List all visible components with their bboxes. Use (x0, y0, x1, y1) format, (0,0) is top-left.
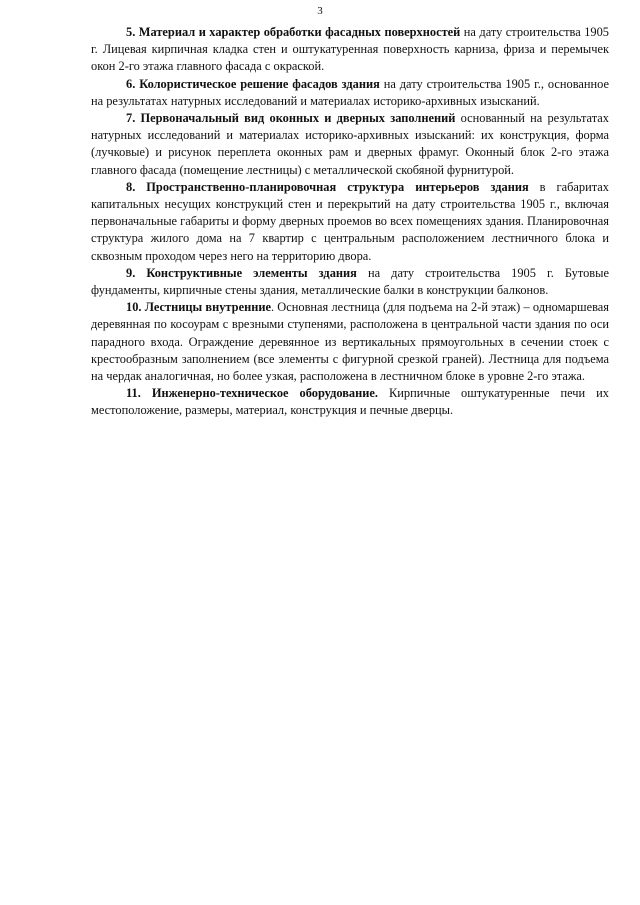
section-11 (91, 385, 609, 419)
section-text: основанный на результатах натурных исследований и материалах историко-архивных изысканий: их конструкция, форма (лучковые) и рисунок переплета оконных рам и дверных фрамуг. Оконный блок 2-го этажа главного фасада (помещение лестницы) с металлической скобяной фурнитурой. (91, 111, 609, 177)
section-6 (91, 76, 609, 110)
section-heading: Пространственно-планировочная структура интерьеров здания (146, 179, 529, 194)
section-heading: Колористическое решение фасадов здания (139, 76, 380, 91)
section-number: 11. (126, 386, 141, 401)
section-heading: Материал и характер обработки фасадных поверхностей (138, 25, 461, 39)
section-text: . Основная лестница (для подъема на 2-й этаж) – одномаршевая деревянная по косоурам с врезными ступенями, расположена в центральной части здания по оси парадного входа. Ограждение деревянное из вертикальных прямоугольных в сечении стоек с крестообразным заполнением (все элементы с фигурной срезкой граней). Лестница для подъема на чердак аналогичная, но более узкая, расположена в лестничном блоке в уровне 2-го этажа. (91, 300, 609, 384)
section-number: 9. (126, 265, 136, 280)
section-number: 6. (126, 76, 136, 91)
section-9 (91, 265, 609, 299)
section-text: на дату строительства 1905 г. Лицевая кирпичная кладка стен и оштукатуренная поверхность карниза, фриза и перемычек окон 2-го этажа главного фасада с окраской. (91, 25, 609, 74)
section-8 (91, 179, 609, 265)
section-number: 10. (126, 300, 142, 315)
page-number: 3 (317, 5, 323, 17)
section-heading: Инженерно-техническое оборудование. (151, 386, 379, 401)
section-number: 8. (126, 179, 136, 194)
section-7 (91, 110, 609, 179)
section-10 (91, 299, 609, 385)
section-5 (91, 24, 609, 76)
section-number: 5. (126, 25, 136, 39)
section-text: в габаритах капитальных несущих конструкций стен и перекрытий на дату строительства 1905 г., включая первоначальные габариты и форму дверных проемов во всех помещениях здания. Планировочная структура жилого дома на 7 квартир с центральным расположением лестничного блока и сквозным проходом через него на территорию двора. (91, 179, 609, 263)
section-number: 7. (126, 111, 136, 126)
section-heading: Первоначальный вид оконных и дверных заполнений (140, 111, 456, 126)
section-text: на дату строительства 1905 г., основанное на результатах натурных исследований и материалах историко-архивных изысканий. (91, 76, 609, 108)
section-text: на дату строительства 1905 г. Бутовые фундаменты, кирпичные стены здания, металлические балки в конструкции балконов. (91, 265, 609, 298)
section-heading: Конструктивные элементы здания (146, 265, 357, 280)
document-body (91, 24, 609, 420)
section-heading: Лестницы внутренние (144, 300, 271, 315)
section-text: Кирпичные оштукатуренные печи их местоположение, размеры, материал, конструкция и печные дверцы. (91, 386, 609, 418)
